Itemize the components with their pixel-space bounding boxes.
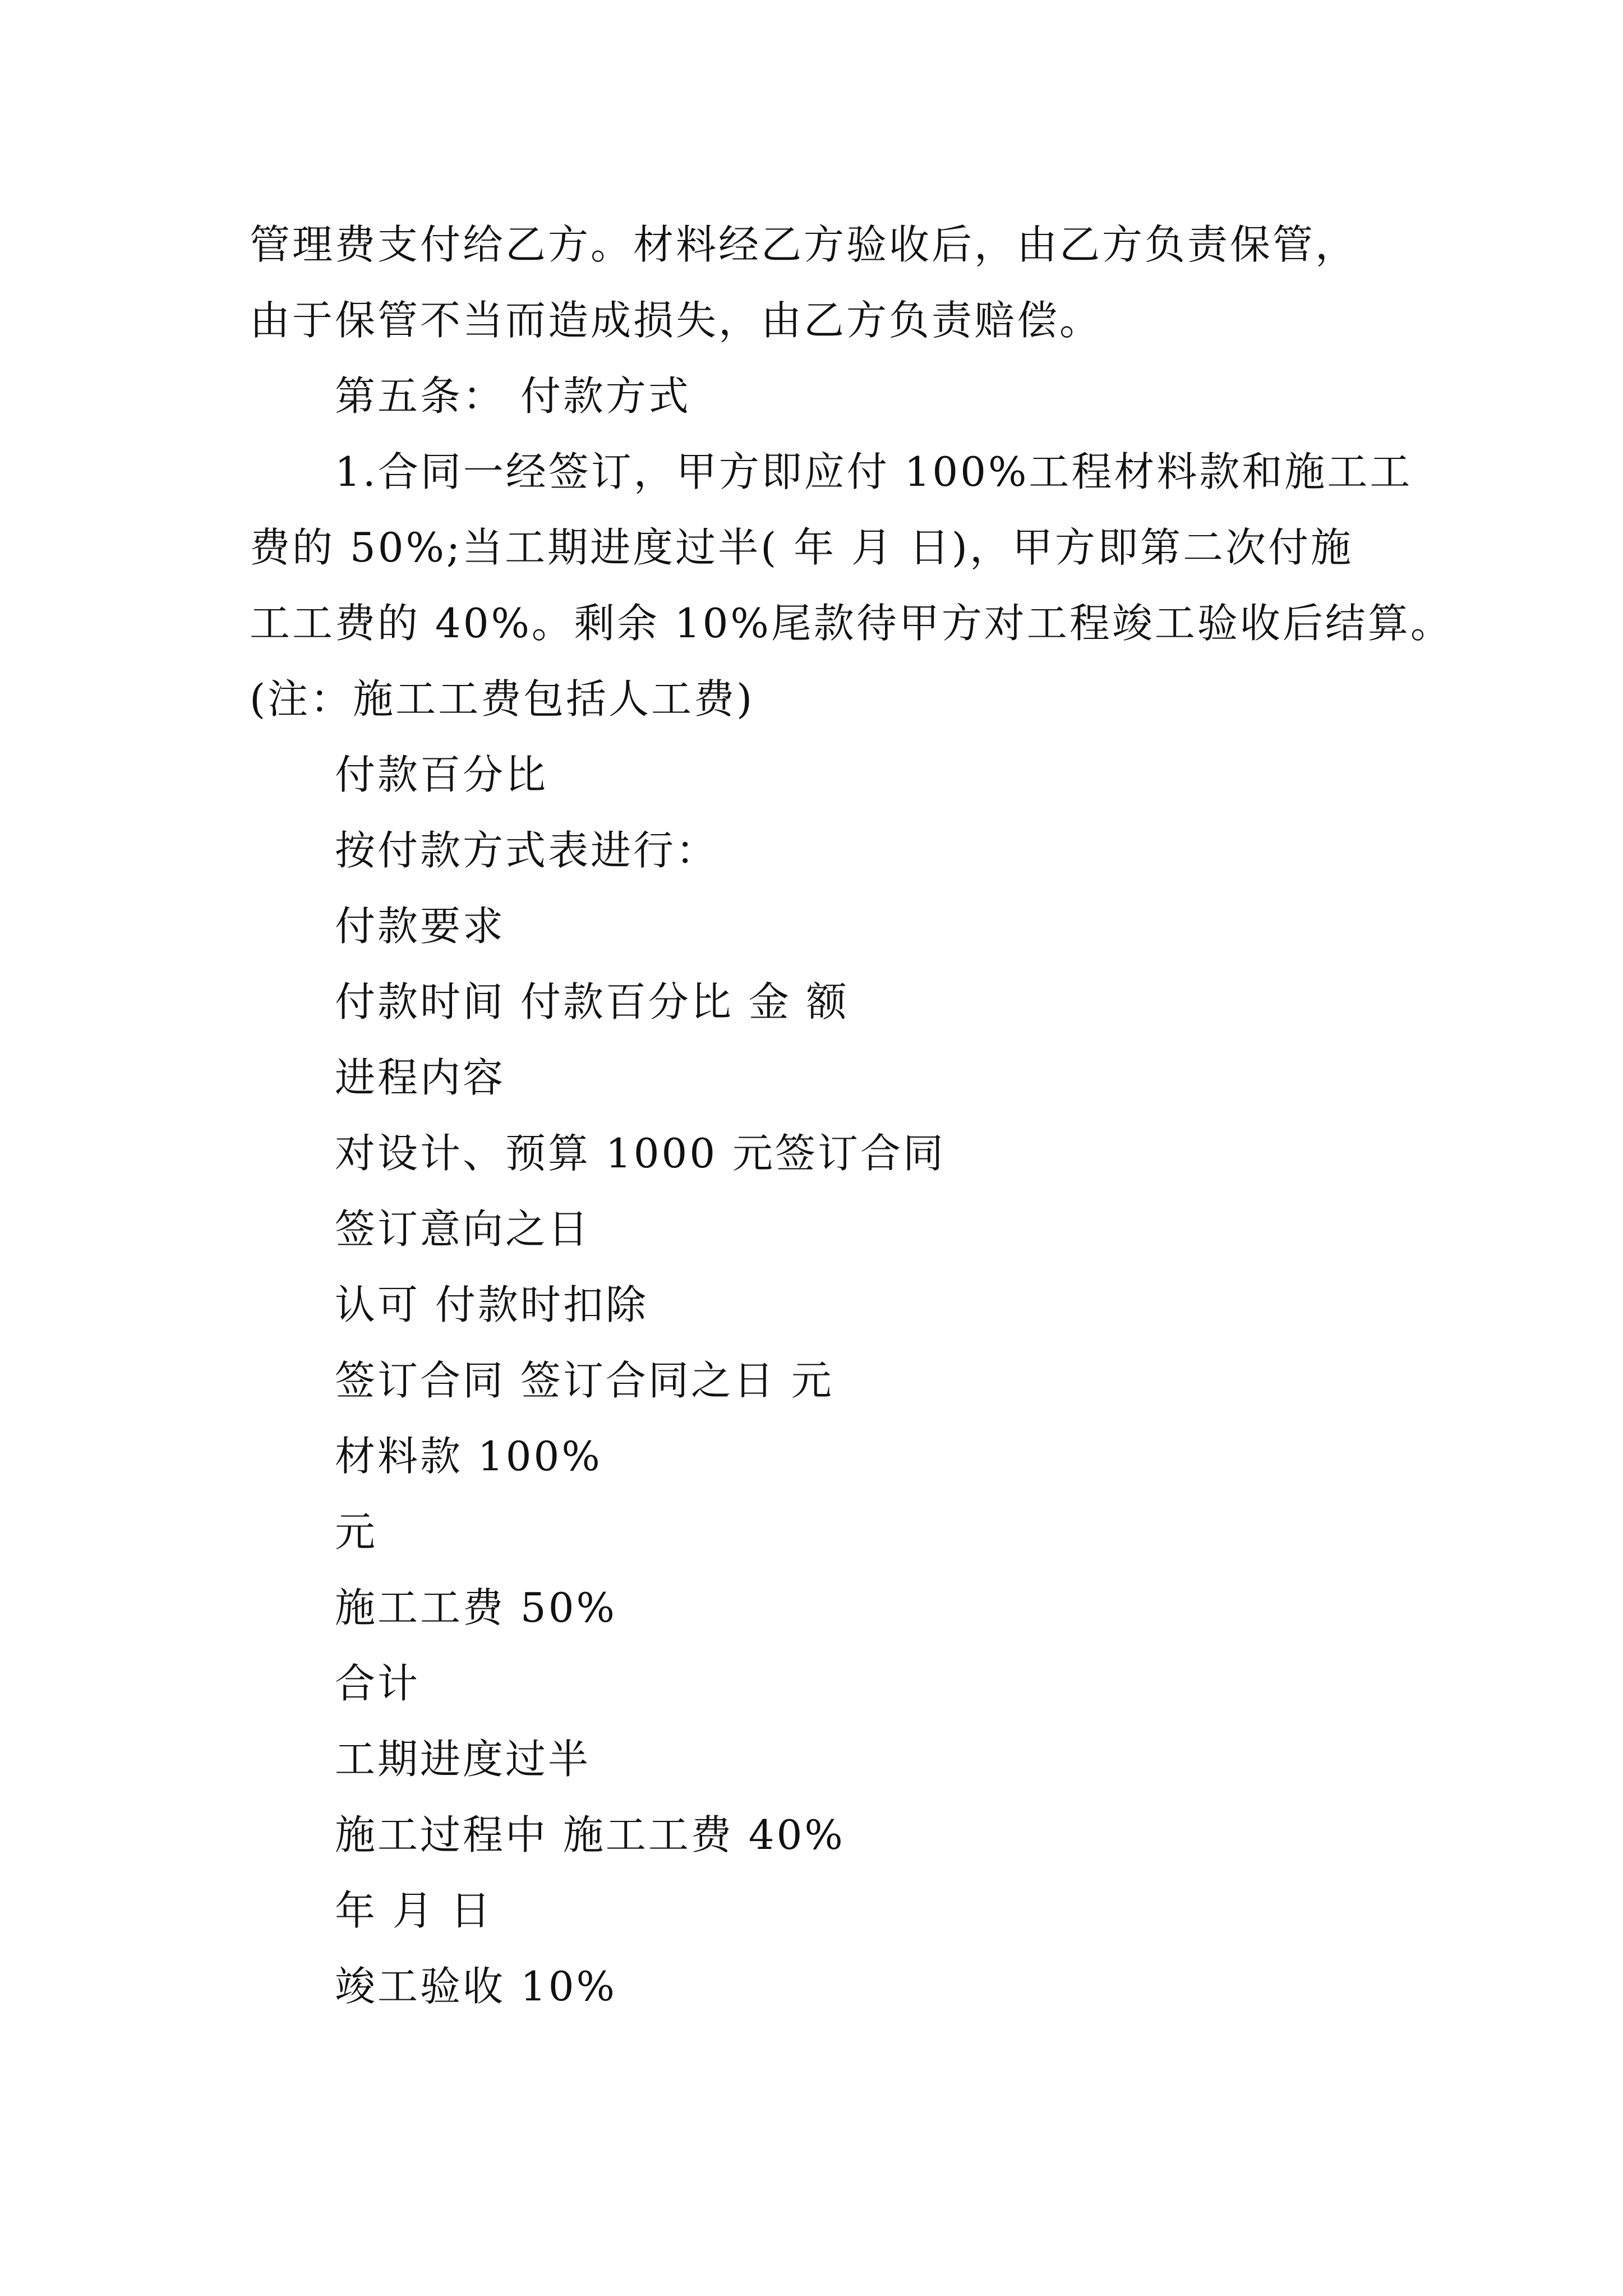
table-line: 按付款方式表进行： [335,827,719,874]
intro-paragraph-line-2: 由于保管不当而造成损失，由乙方负责赔偿。 [250,297,1103,344]
clause-1-line-3: 工工费的 40%。剩余 10%尾款待甲方对工程竣工验收后结算。 [250,600,1453,647]
clause-1-line-2: 费的 50%;当工期进度过半( 年 月 日)，甲方即第二次付施 [250,524,1354,571]
table-line: 年 月 日 [335,1887,493,1934]
table-line: 元 [335,1508,378,1556]
table-line: 施工过程中 施工工费 40% [335,1811,845,1858]
table-line: 对设计、预算 1000 元签订合同 [335,1130,946,1177]
table-line: 付款百分比 [335,751,548,798]
table-line: 付款时间 付款百分比 金 额 [335,978,849,1025]
table-line: 合计 [335,1660,421,1707]
table-line: 签订合同 签订合同之日 元 [335,1357,834,1404]
table-line: 认可 付款时扣除 [335,1281,648,1328]
table-line: 施工工费 50% [335,1584,617,1631]
table-line: 材料款 100% [335,1433,602,1480]
table-line: 付款要求 [335,903,506,950]
clause-1-note: (注：施工工费包括人工费) [250,675,755,723]
article-5-heading: 第五条： 付款方式 [335,372,691,420]
table-line: 工期进度过半 [335,1736,591,1783]
table-line: 进程内容 [335,1054,506,1101]
intro-paragraph-line-1: 管理费支付给乙方。材料经乙方验收后，由乙方负责保管， [250,221,1358,268]
table-line: 竣工验收 10% [335,1963,617,2010]
clause-1-line-1: 1.合同一经签订，甲方即应付 100%工程材料款和施工工 [335,448,1413,495]
table-line: 签订意向之日 [335,1205,591,1253]
